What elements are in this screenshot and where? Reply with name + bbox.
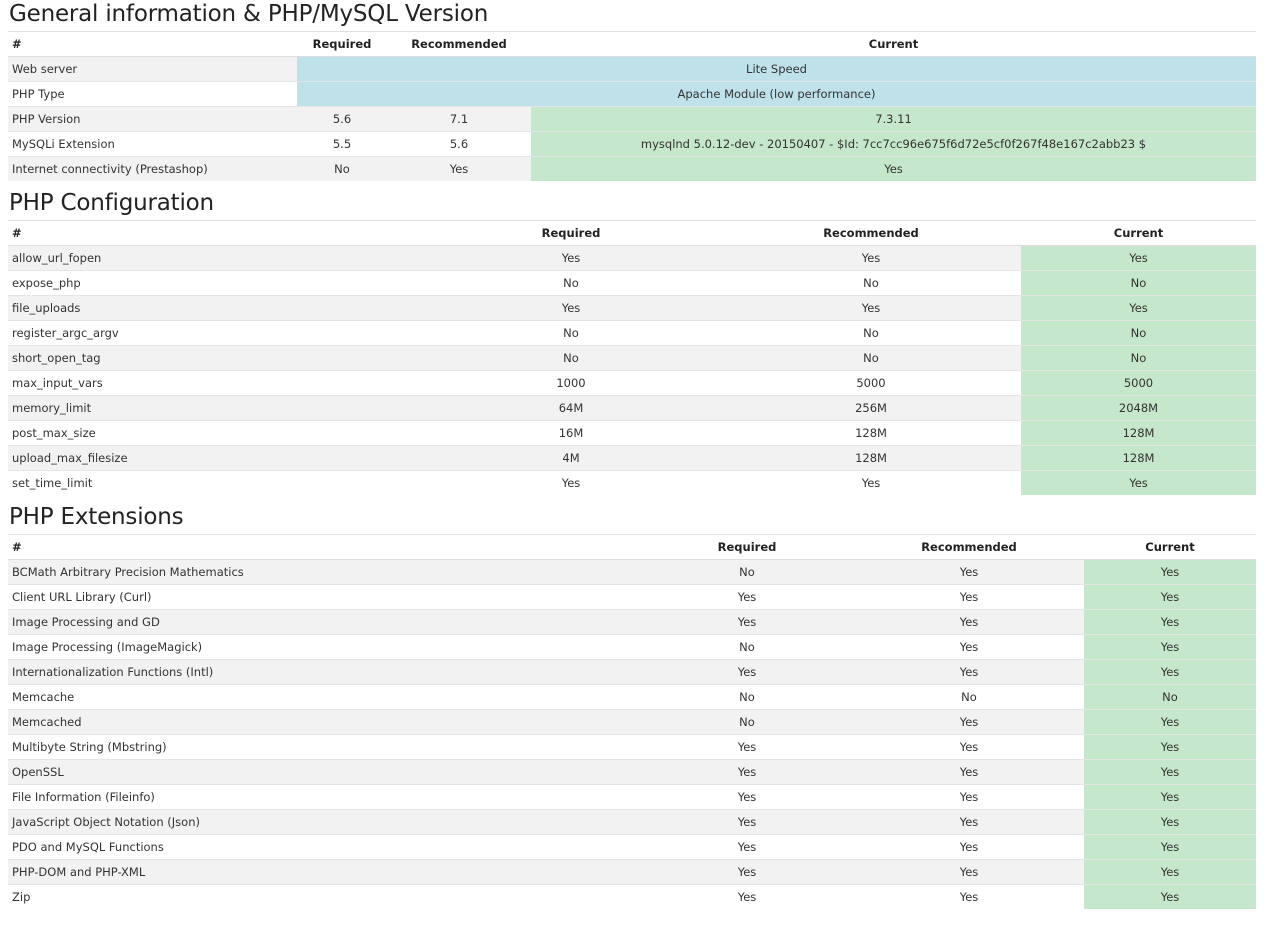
- row-name: Multibyte String (Mbstring): [8, 735, 640, 760]
- section-title-extensions: PHP Extensions: [9, 504, 184, 530]
- row-current: Yes: [1084, 835, 1256, 860]
- row-current: Yes: [1084, 635, 1256, 660]
- header-current: Current: [1084, 535, 1256, 560]
- table-row: [8, 296, 1256, 321]
- row-name: Client URL Library (Curl): [8, 585, 640, 610]
- row-current: No: [1021, 271, 1256, 296]
- row-required: Yes: [640, 810, 854, 835]
- row-recommended: Yes: [721, 471, 1021, 496]
- row-name: OpenSSL: [8, 760, 640, 785]
- row-current: 5000: [1021, 371, 1256, 396]
- row-required: Yes: [640, 760, 854, 785]
- row-name: Zip: [8, 885, 640, 910]
- row-required: No: [421, 321, 721, 346]
- row-current: Lite Speed: [297, 57, 1256, 82]
- row-name: post_max_size: [8, 421, 421, 446]
- row-name: set_time_limit: [8, 471, 421, 496]
- row-required: Yes: [640, 860, 854, 885]
- table-row: [8, 346, 1256, 371]
- row-current: Yes: [1084, 760, 1256, 785]
- header-name: #: [8, 221, 421, 246]
- row-name: upload_max_filesize: [8, 446, 421, 471]
- table-row: [8, 810, 1256, 835]
- table-row: [8, 471, 1256, 496]
- row-current: Yes: [1084, 885, 1256, 910]
- row-recommended: Yes: [854, 610, 1084, 635]
- row-recommended: 128M: [721, 421, 1021, 446]
- row-name: JavaScript Object Notation (Json): [8, 810, 640, 835]
- row-current: Yes: [1021, 296, 1256, 321]
- row-name: BCMath Arbitrary Precision Mathematics: [8, 560, 640, 585]
- row-current: 7.3.11: [531, 107, 1256, 132]
- general-table: [8, 31, 1256, 181]
- row-required: No: [640, 685, 854, 710]
- table-row: [8, 371, 1256, 396]
- row-required: 4M: [421, 446, 721, 471]
- table-header-row: [8, 32, 1256, 57]
- table-row: [8, 660, 1256, 685]
- table-row: [8, 246, 1256, 271]
- row-required: Yes: [640, 885, 854, 910]
- row-recommended: Yes: [854, 860, 1084, 885]
- row-required: 1000: [421, 371, 721, 396]
- row-name: file_uploads: [8, 296, 421, 321]
- row-recommended: 128M: [721, 446, 1021, 471]
- row-current: Yes: [1084, 610, 1256, 635]
- row-recommended: Yes: [854, 585, 1084, 610]
- row-current: Yes: [1021, 471, 1256, 496]
- row-recommended: 256M: [721, 396, 1021, 421]
- row-required: Yes: [640, 660, 854, 685]
- row-required: 5.5: [297, 132, 387, 157]
- table-row: [8, 57, 1256, 82]
- row-required: Yes: [421, 471, 721, 496]
- row-name: Internationalization Functions (Intl): [8, 660, 640, 685]
- row-recommended: No: [721, 271, 1021, 296]
- table-row: [8, 157, 1256, 182]
- table-row: [8, 271, 1256, 296]
- header-current: Current: [531, 32, 1256, 57]
- row-current: Yes: [1084, 860, 1256, 885]
- row-recommended: Yes: [387, 157, 531, 182]
- header-name: #: [8, 535, 640, 560]
- config-rows: [8, 246, 1256, 496]
- row-required: Yes: [640, 785, 854, 810]
- row-recommended: Yes: [854, 660, 1084, 685]
- header-name: #: [8, 32, 297, 57]
- row-name: PHP Version: [8, 107, 297, 132]
- row-required: Yes: [421, 296, 721, 321]
- row-current: Yes: [1021, 246, 1256, 271]
- table-row: [8, 760, 1256, 785]
- header-recommended: Recommended: [387, 32, 531, 57]
- row-current: 128M: [1021, 421, 1256, 446]
- row-name: PDO and MySQL Functions: [8, 835, 640, 860]
- header-current: Current: [1021, 221, 1256, 246]
- row-required: No: [421, 346, 721, 371]
- row-required: 64M: [421, 396, 721, 421]
- row-required: 16M: [421, 421, 721, 446]
- row-recommended: No: [721, 321, 1021, 346]
- row-name: MySQLi Extension: [8, 132, 297, 157]
- row-current: Yes: [1084, 710, 1256, 735]
- row-recommended: Yes: [854, 635, 1084, 660]
- table-row: [8, 685, 1256, 710]
- row-name: memory_limit: [8, 396, 421, 421]
- row-required: Yes: [640, 735, 854, 760]
- row-name: PHP Type: [8, 82, 297, 107]
- row-current: Yes: [531, 157, 1256, 182]
- section-title-general: General information & PHP/MySQL Version: [9, 1, 489, 27]
- row-name: PHP-DOM and PHP-XML: [8, 860, 640, 885]
- header-recommended: Recommended: [721, 221, 1021, 246]
- table-row: [8, 610, 1256, 635]
- row-current: Yes: [1084, 660, 1256, 685]
- row-current: Yes: [1084, 785, 1256, 810]
- table-row: [8, 885, 1256, 910]
- row-current: Yes: [1084, 585, 1256, 610]
- header-required: Required: [421, 221, 721, 246]
- row-recommended: Yes: [854, 710, 1084, 735]
- row-required: Yes: [640, 585, 854, 610]
- row-current: Yes: [1084, 735, 1256, 760]
- table-row: [8, 446, 1256, 471]
- row-name: File Information (Fileinfo): [8, 785, 640, 810]
- row-name: Internet connectivity (Prestashop): [8, 157, 297, 182]
- table-header-row: [8, 221, 1256, 246]
- header-recommended: Recommended: [854, 535, 1084, 560]
- table-row: [8, 396, 1256, 421]
- row-required: No: [421, 271, 721, 296]
- row-recommended: Yes: [854, 810, 1084, 835]
- row-required: No: [640, 635, 854, 660]
- table-row: [8, 635, 1256, 660]
- row-recommended: No: [721, 346, 1021, 371]
- table-row: [8, 785, 1256, 810]
- row-recommended: Yes: [854, 560, 1084, 585]
- row-recommended: 7.1: [387, 107, 531, 132]
- extensions-table: [8, 534, 1256, 909]
- table-row: [8, 585, 1256, 610]
- table-row: [8, 107, 1256, 132]
- row-required: No: [640, 710, 854, 735]
- table-row: [8, 710, 1256, 735]
- row-required: No: [640, 560, 854, 585]
- row-name: max_input_vars: [8, 371, 421, 396]
- row-required: 5.6: [297, 107, 387, 132]
- row-current: mysqlnd 5.0.12-dev - 20150407 - $Id: 7cc7cc96e675f6d72e5cf0f267f48e167c2abb23 $: [531, 132, 1256, 157]
- row-recommended: Yes: [854, 835, 1084, 860]
- table-row: [8, 132, 1256, 157]
- table-row: [8, 421, 1256, 446]
- table-row: [8, 735, 1256, 760]
- row-name: allow_url_fopen: [8, 246, 421, 271]
- row-name: Image Processing and GD: [8, 610, 640, 635]
- row-required: Yes: [640, 835, 854, 860]
- row-required: Yes: [421, 246, 721, 271]
- row-name: short_open_tag: [8, 346, 421, 371]
- row-current: No: [1021, 321, 1256, 346]
- table-row: [8, 321, 1256, 346]
- row-recommended: Yes: [721, 246, 1021, 271]
- extension-rows: [8, 560, 1256, 910]
- config-table: [8, 220, 1256, 495]
- table-row: [8, 835, 1256, 860]
- row-recommended: Yes: [854, 760, 1084, 785]
- row-recommended: Yes: [854, 785, 1084, 810]
- row-name: register_argc_argv: [8, 321, 421, 346]
- header-required: Required: [297, 32, 387, 57]
- row-required: No: [297, 157, 387, 182]
- row-name: Memcache: [8, 685, 640, 710]
- row-recommended: Yes: [721, 296, 1021, 321]
- row-recommended: 5.6: [387, 132, 531, 157]
- row-recommended: Yes: [854, 735, 1084, 760]
- row-recommended: No: [854, 685, 1084, 710]
- row-name: Image Processing (ImageMagick): [8, 635, 640, 660]
- row-current: Yes: [1084, 560, 1256, 585]
- row-current: Yes: [1084, 810, 1256, 835]
- table-header-row: [8, 535, 1256, 560]
- header-required: Required: [640, 535, 854, 560]
- row-current: Apache Module (low performance): [297, 82, 1256, 107]
- row-recommended: Yes: [854, 885, 1084, 910]
- table-row: [8, 560, 1256, 585]
- row-recommended: 5000: [721, 371, 1021, 396]
- row-current: No: [1084, 685, 1256, 710]
- row-current: 128M: [1021, 446, 1256, 471]
- row-current: No: [1021, 346, 1256, 371]
- row-current: 2048M: [1021, 396, 1256, 421]
- row-name: Web server: [8, 57, 297, 82]
- row-name: Memcached: [8, 710, 640, 735]
- row-required: Yes: [640, 610, 854, 635]
- section-title-config: PHP Configuration: [9, 190, 214, 216]
- table-row: [8, 82, 1256, 107]
- row-name: expose_php: [8, 271, 421, 296]
- table-row: [8, 860, 1256, 885]
